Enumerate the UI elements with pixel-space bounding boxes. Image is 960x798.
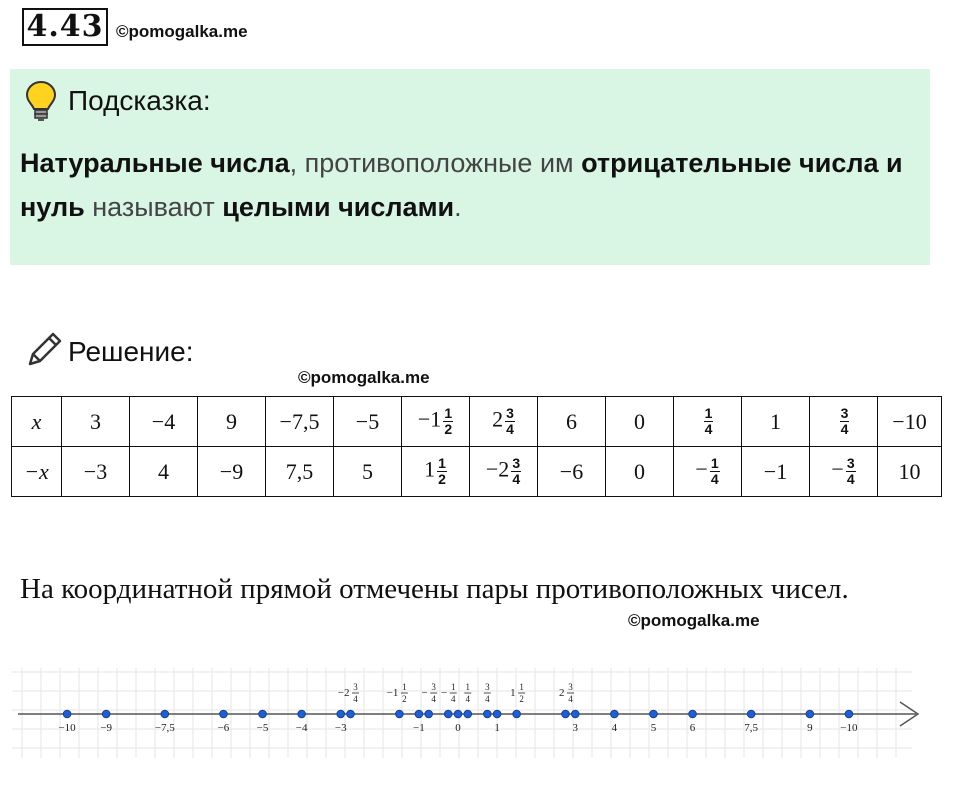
axis-fraction-num: 1 (402, 682, 407, 692)
axis-label: −3 (334, 722, 347, 734)
fraction (437, 456, 447, 487)
axis-point (845, 710, 853, 718)
axis-point (347, 710, 355, 718)
row-label: −x (12, 447, 62, 497)
numerator: 1 (710, 455, 719, 471)
denominator: 4 (840, 421, 849, 437)
denominator: 2 (444, 421, 453, 437)
axis-point (63, 710, 71, 718)
axis-label: 5 (650, 722, 657, 734)
table-cell (470, 397, 538, 447)
axis-point (571, 710, 579, 718)
axis-fraction-label (510, 682, 525, 704)
table-cell: 9 (198, 397, 266, 447)
numerator: 3 (512, 455, 521, 471)
axis-fraction-num: 1 (450, 682, 456, 692)
axis-point (102, 710, 110, 718)
number-line (12, 662, 924, 762)
table-cell (470, 447, 538, 497)
hint-text (20, 141, 910, 229)
table-cell: 6 (538, 397, 606, 447)
denominator: 2 (438, 471, 446, 487)
axis-point (513, 710, 521, 718)
axis-label: −1 (413, 722, 425, 734)
table-cell: −3 (62, 447, 130, 497)
denominator: 4 (506, 421, 514, 437)
watermark-top: ©pomogalka.me (116, 22, 248, 41)
axis-fraction-den: 4 (485, 694, 490, 704)
watermark-middle: ©pomogalka.me (298, 368, 430, 387)
whole-part: −1 (417, 406, 442, 432)
axis-label: −10 (840, 722, 858, 734)
table-cell: −10 (878, 397, 942, 447)
axis-fraction-whole: −2 (337, 687, 350, 699)
axis-fraction-den: 4 (431, 694, 436, 704)
table-cell (810, 397, 878, 447)
axis-label: −10 (58, 722, 76, 734)
axis-fraction-whole: 2 (559, 687, 565, 699)
denominator: 4 (846, 471, 855, 487)
axis-fraction-den: 4 (568, 694, 573, 704)
hint-title: Подсказка: (68, 85, 211, 116)
axis-point (454, 710, 462, 718)
body-paragraph: На координатной прямой отмечены пары противоположных чисел. (20, 573, 849, 605)
table-cell (674, 397, 742, 447)
table-cell (402, 397, 470, 447)
numerator: 1 (704, 405, 713, 421)
axis-label: −9 (100, 722, 113, 734)
axis-fraction-num: 3 (485, 682, 490, 692)
pencil-icon (24, 330, 64, 370)
table-cell (402, 447, 470, 497)
table-cell: 10 (878, 447, 942, 497)
axis-point (484, 710, 492, 718)
axis-fraction-whole: 1 (510, 687, 516, 699)
exercise-number: 4.43 (22, 8, 108, 46)
table-cell: 1 (742, 397, 810, 447)
numerator: 3 (846, 455, 855, 471)
table-cell: 5 (334, 447, 402, 497)
fraction (511, 456, 521, 487)
axis-fraction-num: 1 (465, 682, 471, 692)
table-cell: −4 (130, 397, 198, 447)
axis-label: −4 (295, 722, 308, 734)
table-cell: −5 (334, 397, 402, 447)
axis-label: 7,5 (744, 722, 759, 734)
axis-label: −5 (256, 722, 269, 734)
fraction (710, 456, 720, 487)
axis-label: 6 (689, 722, 696, 734)
hint-segment: целыми числами (222, 192, 455, 222)
denominator: 4 (704, 421, 713, 437)
axis-fraction-den: 2 (519, 694, 524, 704)
axis-fraction-num: 1 (519, 682, 524, 692)
table-cell: 7,5 (266, 447, 334, 497)
axis-point (689, 710, 697, 718)
axis-point (747, 710, 755, 718)
axis-fraction-label (387, 682, 408, 704)
numerator: 3 (840, 405, 849, 421)
axis-fraction-label (421, 682, 437, 704)
table-cell: 0 (606, 397, 674, 447)
axis-fraction-den: 4 (353, 694, 358, 704)
table-cell: −7,5 (266, 397, 334, 447)
hint-segment: Натуральные числа (20, 148, 290, 178)
hint-box (10, 69, 930, 265)
axis-point (415, 710, 423, 718)
axis-fraction-den: 2 (402, 694, 407, 704)
axis-fraction-label (464, 682, 471, 704)
table-cell (674, 447, 742, 497)
fraction (443, 406, 453, 437)
whole-part: 1 (424, 456, 436, 482)
fraction (846, 456, 856, 487)
axis-fraction-whole: −1 (386, 687, 399, 699)
axis-point (161, 710, 169, 718)
whole-part: 2 (492, 406, 504, 432)
axis-point (259, 710, 267, 718)
axis-label: −6 (217, 722, 230, 734)
table-cell: −6 (538, 447, 606, 497)
table-row-neg-x (12, 447, 942, 497)
axis-fraction-label (559, 682, 574, 704)
table-cell: −1 (742, 447, 810, 497)
axis-label: 1 (494, 722, 500, 734)
axis-fraction-label (484, 682, 491, 704)
whole-part: −2 (485, 456, 510, 482)
whole-part: − (831, 456, 844, 482)
axis-label: 0 (455, 722, 461, 734)
table-cell: 3 (62, 397, 130, 447)
table-cell: −9 (198, 447, 266, 497)
axis-label: −7,5 (154, 722, 175, 734)
hint-segment: называют (84, 192, 223, 222)
whole-part: − (695, 456, 708, 482)
fraction (840, 406, 850, 437)
fraction (704, 406, 714, 437)
axis-fraction-den: 4 (450, 694, 456, 704)
axis-point (444, 710, 452, 718)
numerator: 3 (506, 405, 514, 421)
numerator: 1 (438, 455, 446, 471)
axis-point (337, 710, 345, 718)
axis-point (220, 710, 228, 718)
axis-point (806, 710, 814, 718)
hint-segment: . (454, 192, 462, 222)
axis-fraction-num: 3 (353, 682, 358, 692)
axis-point (425, 710, 433, 718)
row-label: x (12, 397, 62, 447)
axis-fraction-num: 3 (568, 682, 573, 692)
watermark-bottom: ©pomogalka.me (628, 611, 760, 630)
axis-fraction-num: 3 (431, 682, 436, 692)
axis-point (493, 710, 501, 718)
axis-fraction-label (441, 682, 457, 704)
axis-point (562, 710, 570, 718)
denominator: 4 (710, 471, 719, 487)
table-cell: 4 (130, 447, 198, 497)
numerator: 1 (444, 405, 453, 421)
axis-label: 4 (611, 722, 618, 734)
axis-fraction-whole: − (421, 687, 428, 699)
axis-label: 9 (807, 722, 813, 734)
axis-label: 3 (572, 722, 579, 734)
lightbulb-icon (24, 79, 58, 123)
axis-point (464, 710, 472, 718)
axis-fraction-whole: − (441, 687, 448, 699)
axis-point (650, 710, 658, 718)
axis-fraction-den: 4 (465, 694, 471, 704)
table-cell: 0 (606, 447, 674, 497)
axis-fraction-label (338, 682, 359, 704)
table-row-x (12, 397, 942, 447)
axis-point (611, 710, 619, 718)
fraction (505, 406, 515, 437)
values-table (11, 396, 942, 497)
axis-point (396, 710, 404, 718)
axis-point (298, 710, 306, 718)
solution-title: Решение: (68, 336, 194, 367)
hint-segment: отрицательные числа и нуль (20, 148, 903, 222)
denominator: 4 (512, 471, 521, 487)
table-cell (810, 447, 878, 497)
hint-segment: , противоположные им (289, 148, 582, 178)
